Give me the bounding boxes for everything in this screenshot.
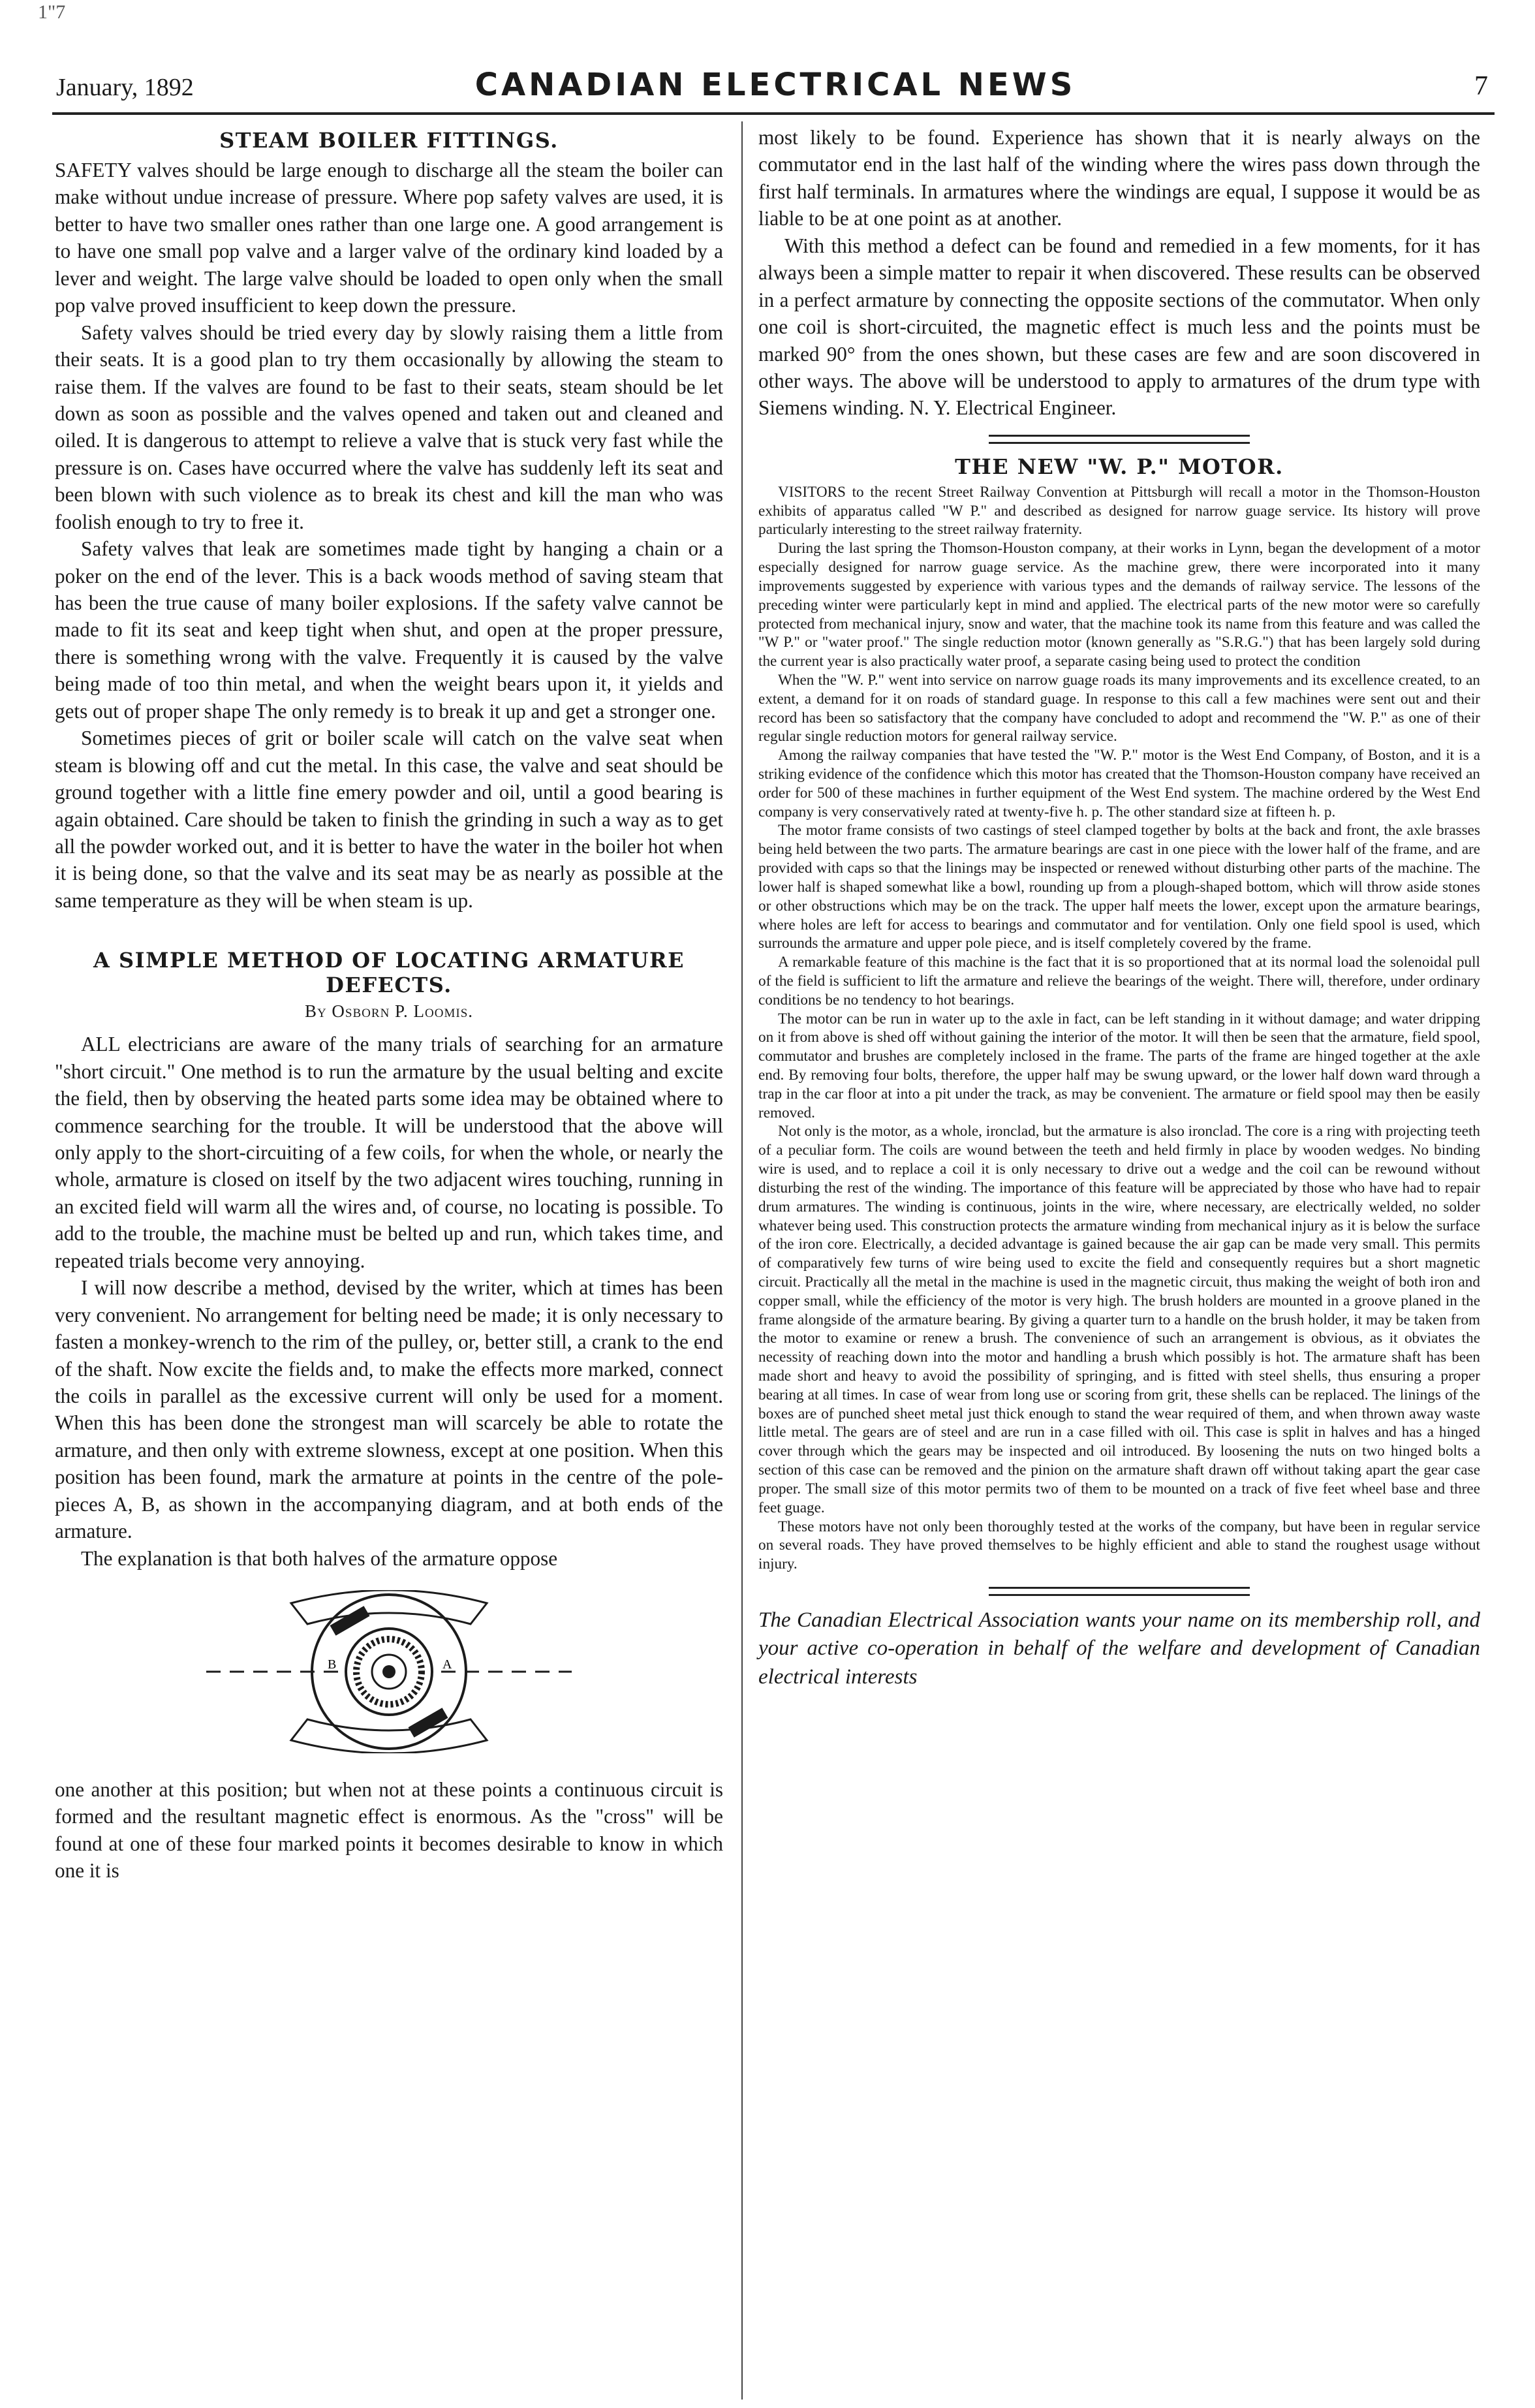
article-paragraph: The explanation is that both halves of the armature oppose — [81, 1546, 558, 1570]
article-headline-armature-defects: A SIMPLE METHOD OF LOCATING ARMATURE DEFECTS. — [93, 948, 685, 998]
page-header — [51, 65, 1500, 104]
article-paragraph: During the last spring the Thomson-Houston company, at their works in Lynn, began the development of a motor especially designed for narrow guage service. As the machine grew, there were incorporated into it many improvements suggested by experience with various types and the demands of railway service. The lessons of the preceding winter were particularly kept in mind and applied. The electrical parts of the new motor were so carefully protected from mechanical injury, snow and water, that the machine took its name from this feature and was called the "W P." or "water proof." The single reduction motor (known generally as "S.R.G.") that has been largely sold during the current year is also practically water proof, a separate casing being used to protect the condition — [758, 540, 1480, 670]
article-headline-steam-boiler: STEAM BOILER FITTINGS. — [219, 128, 559, 153]
article-paragraph: The motor frame consists of two castings of steel clamped together by bolts at the back and front, the axle brasses being held between the two parts. The armature bearings are cast in one piece with the lower half of the frame, and are provided with caps so that the linings may be inspected or renewed without disturbing other parts of the machine. The lower half is shaped somewhat like a bowl, rounding up from a plough-shaped bottom, which will throw aside stones or other obstructions which may be on the track. The upper half meets the lower, except upon the armature bearings, where holes are left for access to bearings and commutator and for ventilation. Only one field spool is used, which surrounds the armature and upper pole piece, and is itself completely covered by the frame. — [758, 822, 1480, 952]
article-headline-wp-motor: THE NEW "W. P." MOTOR. — [955, 454, 1284, 479]
article-paragraph: most likely to be found. Experience has shown that it is nearly always on the commutator end in the last half of the winding where the wires pass down through the first half terminals. In armatures where the windings are equal, I suppose it would be as liable to be at one point as at another. — [758, 126, 1480, 230]
issue-date: January, 1892 — [56, 74, 194, 101]
page-number: 7 — [1474, 71, 1488, 101]
right-column — [758, 124, 1480, 1692]
column-divider — [741, 121, 743, 2400]
shaft — [382, 1665, 395, 1678]
association-notice: The Canadian Electrical Association wants your name on its membership roll, and your active co-operation in behalf of the welfare and development of Canadian electrical interests — [758, 1608, 1480, 1689]
article-paragraph: VISITORS to the recent Street Railway Convention at Pittsburgh will recall a motor in the Thomson-Houston exhibits of apparatus called "W P." and described as designed for narrow guage service. Its history will prove particularly interesting to the street railway fraternity. — [758, 483, 1480, 539]
left-column — [55, 124, 723, 1884]
article-paragraph: Sometimes pieces of grit or boiler scale will catch on the valve seat when steam is blowing off and cut the metal. In this case, the valve and seat should be ground together with a little fine emery powder and oil, until a good bearing is again obtained. Care should be taken to finish the grinding in such a way as to get all the powder worked out, and it is better to have the water in the boiler hot when it is being done, so that the valve and its seat may be as nearly as possible at the same temperature as they will be when steam is up. — [55, 727, 723, 912]
article-paragraph: SAFETY valves should be large enough to discharge all the steam the boiler can make without undue increase of pressure. Where pop safety valves are used, it is better to have two smaller ones rather than one large one. A good arrangement is to have one small pop valve and a larger valve of the ordinary kind loaded by a lever and weight. The large valve should be loaded to open only when the small pop valve proved insufficient to keep down the pressure. — [55, 159, 723, 317]
corner-mark: 1"7 — [38, 1, 66, 23]
article-paragraph: When the "W. P." went into service on narrow guage roads its many improvements and its excellence created, to an extent, a demand for it on roads of standard guage. In response to this call a few machines were sent out and their record has been so satisfactory that the company have concluded to adopt and recommend the "W. P." as one of their regular single reduction motors for general railway service. — [758, 671, 1480, 745]
article-paragraph: Among the railway companies that have tested the "W. P." motor is the West End Company, of Boston, and it is a striking evidence of the confidence which this motor has created that the Thomson-Houston company have received an order for 500 of these machines in further equipment of the West End system. The machine ordered by the West End company is very conservatively rated at twenty-five h. p. The other standard size at fifteen h. p. — [758, 747, 1480, 821]
section-rule — [989, 435, 1250, 444]
article-paragraph: I will now describe a method, devised by the writer, which at times has been very convenient. No arrangement for belting need be made; it is only necessary to fasten a monkey-wrench to the rim of the pulley, or, better still, a crank to the end of the shaft. Now excite the fields and, to make the effects more marked, connect the coils in parallel as the excessive current will only be used for a moment. When this has been done the strongest man will scarcely be able to rotate the armature, and then only with extreme slowness, except at one position. When this position has been found, mark the armature at points in the centre of the pole-pieces A, B, as shown in the accompanying diagram, and at both ends of the armature. — [55, 1276, 723, 1543]
article-paragraph: one another at this position; but when not at these points a continuous circuit is formed and the resultant magnetic effect is enormous. As the "cross" will be found at one of these four marked points it becomes desirable to know in which one it is — [55, 1778, 723, 1883]
pole-label-a: A — [442, 1657, 452, 1672]
section-rule — [989, 1587, 1250, 1596]
article-paragraph: A remarkable feature of this machine is the fact that it is so proportioned that at its normal load the solenoidal pull of the field is sufficient to lift the armature and relieve the bearings of the weight. There will, therefore, under ordinary conditions be no tendency to hot bearings. — [758, 954, 1480, 1009]
article-paragraph: With this method a defect can be found and remedied in a few moments, for it has always been a simple matter to repair it when discovered. These results can be observed in a perfect armature by connecting the opposite sections of the commutator. When only one coil is short-circuited, the magnetic effect is much less and the points must be marked 90° from the ones shown, but these cases are few and are soon discovered in other ways. The above will be understood to apply to armatures of the drum type with Siemens winding. N. Y. Electrical Engineer. — [758, 234, 1480, 420]
armature-diagram — [55, 1590, 723, 1757]
article-paragraph: Safety valves should be tried every day by slowly raising them a little from their seats. It is a good plan to try them occasionally by allowing the steam to raise them. If the valves are found to be fast to their seats, steam should be let down as soon as possible and the valves opened and taken out and cleaned and oiled. It is dangerous to attempt to relieve a valve that is stuck very fast while the pressure is on. Cases have occurred where the valve has suddenly left its seat and been blown with such violence as to break its chest and kill the man who was foolish enough to try to free it. — [55, 321, 723, 533]
article-paragraph: Safety valves that leak are sometimes made tight by hanging a chain or a poker on the end of the lever. This is a back woods method of saving steam that has been the true cause of many boiler explosions. If the safety valve cannot be made to fit its seat and keep tight when shut, and open at the proper pressure, there is something wrong with the valve. Frequently it is caused by the valve being made of too thin metal, and when the weight bears upon it, it yields and gets out of proper shape The only remedy is to break it up and get a stronger one. — [55, 537, 723, 723]
masthead-title: CANADIAN ELECTRICAL NEWS — [474, 67, 1076, 103]
pole-label-b: B — [328, 1657, 337, 1672]
article-paragraph: The motor can be run in water up to the axle in fact, can be left standing in it without damage; and water dripping on it from above is shed off without gaining the interior of the motor. It will then be seen that the armature, field spool, commutator and brushes are completely inclosed in the frame. The parts of the frame are hinged together at the axle end. By removing four bolts, therefore, the upper half may be swung upward, or the lower half down ward through a trap in the car floor at into a pit under the track, as may be convenient. The armature or field spool may then be easily removed. — [758, 1010, 1480, 1121]
article-paragraph: These motors have not only been thoroughly tested at the works of the company, but have been in regular service on several roads. They have proved themselves to be highly efficient and able to stand the roughest usage without injury. — [758, 1518, 1480, 1573]
armature-diagram-svg — [206, 1590, 572, 1753]
header-rule — [52, 112, 1495, 115]
article-paragraph: ALL electricians are aware of the many trials of searching for an armature "short circuit." One method is to run the armature by the usual belting and excite the field, then by observing the heated parts some idea may be obtained where to commence searching for the trouble. It will be understood that the above will only apply to the short-circuiting of a few coils, for when the whole, or nearly the whole, armature is closed on itself by the two adjacent wires touching, running in an excited field will warm all the wires and, of course, no locating is possible. To add to the trouble, the machine must be belted up and run, which takes time, and repeated trials become very annoying. — [55, 1033, 723, 1272]
article-paragraph: Not only is the motor, as a whole, ironclad, but the armature is also ironclad. The core is a ring with projecting teeth of a peculiar form. The coils are wound between the teeth and held firmly in place by wooden wedges. No binding wire is used, and to replace a coil it is only necessary to drive out a wedge and the coil can be rewound without disturbing the rest of the winding. The importance of this feature will be appreciated by those who have had to repair drum armatures. The winding is continuous, joints in the wire, where necessary, are electrically welded, no solder whatever being used. This construction protects the armature winding from mechanical injury as it is below the surface of the iron core. Electrically, a decided advantage is gained because the air gap can be made very small. This permits of comparatively few turns of wire being used to excite the field and consequently requires but a short magnetic circuit. Practically all the metal in the machine is used in the magnetic circuit, thus making the weight of both iron and copper small, while the efficiency of the motor is very high. The brush holders are mounted in a groove planed in the frame alongside of the armature bearing. By giving a quarter turn to a handle on the brush holder, it may be taken from the motor to examine or renew a brush. The convenience of such an arrangement is obvious, as it obviates the necessity of reaching down into the motor and handling a brush which possibly is hot. The armature shaft has been made short and heavy to avoid the possibility of springing, and is fitted with steel shells, thus ensuring a proper bearing at all times. In case of wear from long use or scoring from grit, these shells can be replaced. The linings of the boxes are of punched sheet metal just thick enough to stand the wear required of them, and when thrown away waste little metal. The gears are of steel and are run in a case filled with oil. This case is split in halves and has a hinged cover through which the gears may be inspected and oil introduced. By loosening the nuts on two hinged bolts a section of this case can be removed and the pinion on the armature shaft drawn off without taking apart the gear case proper. The small size of this motor permits two of them to be mounted on a track of five feet wheel base and three feet guage. — [758, 1123, 1480, 1516]
article-byline: By Osborn P. Loomis. — [304, 1001, 474, 1022]
